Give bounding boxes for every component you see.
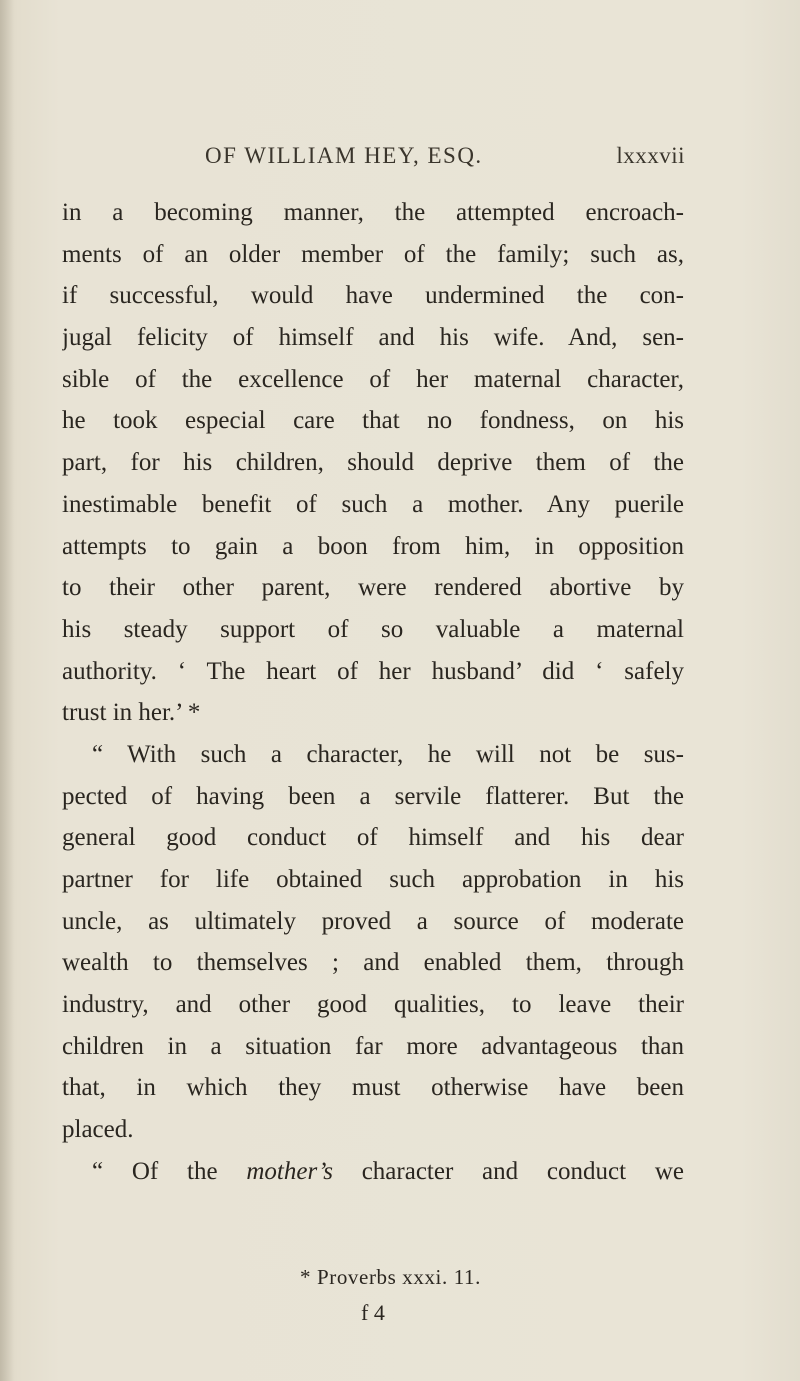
text-fragment: “ Of the xyxy=(92,1157,247,1185)
text-line: trust in her.’ * xyxy=(62,699,201,727)
text-line: attempts to gain a boon from him, in opposition xyxy=(62,532,684,560)
text-line: jugal felicity of himself and his wife. And, sen- xyxy=(62,324,684,352)
text-line: he took especial care that no fondness, on his xyxy=(62,407,684,435)
text-line: industry, and other good qualities, to leave their xyxy=(62,991,684,1019)
text-line: “ With such a character, he will not be sus- xyxy=(92,740,684,768)
text-line: sible of the excellence of her maternal character, xyxy=(62,365,684,393)
text-line: placed. xyxy=(62,1116,134,1144)
text-line: pected of having been a servile flatterer. But the xyxy=(62,782,684,810)
body-text xyxy=(62,192,684,1193)
text-line xyxy=(62,1151,684,1193)
text-line: if successful, would have undermined the con- xyxy=(62,282,684,310)
text-line: wealth to themselves ; and enabled them, through xyxy=(62,949,684,977)
text-line: partner for life obtained such approbation in his xyxy=(62,866,684,893)
footnote: * Proverbs xxxi. 11. xyxy=(300,1265,481,1289)
running-title: OF WILLIAM HEY, ESQ. xyxy=(205,143,483,168)
text-line: that, in which they must otherwise have been xyxy=(62,1074,684,1102)
text-line: uncle, as ultimately proved a source of moderate xyxy=(62,907,684,935)
text-line: general good conduct of himself and his dear xyxy=(62,824,684,852)
text-fragment: character and conduct we xyxy=(332,1157,684,1185)
text-line: to their other parent, were rendered abortive by xyxy=(62,574,684,602)
text-line: part, for his children, should deprive them of the xyxy=(62,449,684,477)
page-number: lxxxvii xyxy=(616,143,685,168)
running-header xyxy=(205,143,685,183)
text-line: inestimable benefit of such a mother. Any puerile xyxy=(62,490,684,518)
italic-word: mother’s xyxy=(246,1157,333,1185)
page-gutter-shadow xyxy=(0,0,14,1381)
text-line: his steady support of so valuable a maternal xyxy=(62,615,684,643)
text-line: ments of an older member of the family; such as, xyxy=(62,240,684,268)
text-line: in a becoming manner, the attempted encroach- xyxy=(62,199,684,226)
signature-mark: f 4 xyxy=(361,1300,385,1325)
text-line: children in a situation far more advantageous than xyxy=(62,1032,684,1060)
text-line: authority. ‘ The heart of her husband’ did ‘ safely xyxy=(62,657,684,685)
